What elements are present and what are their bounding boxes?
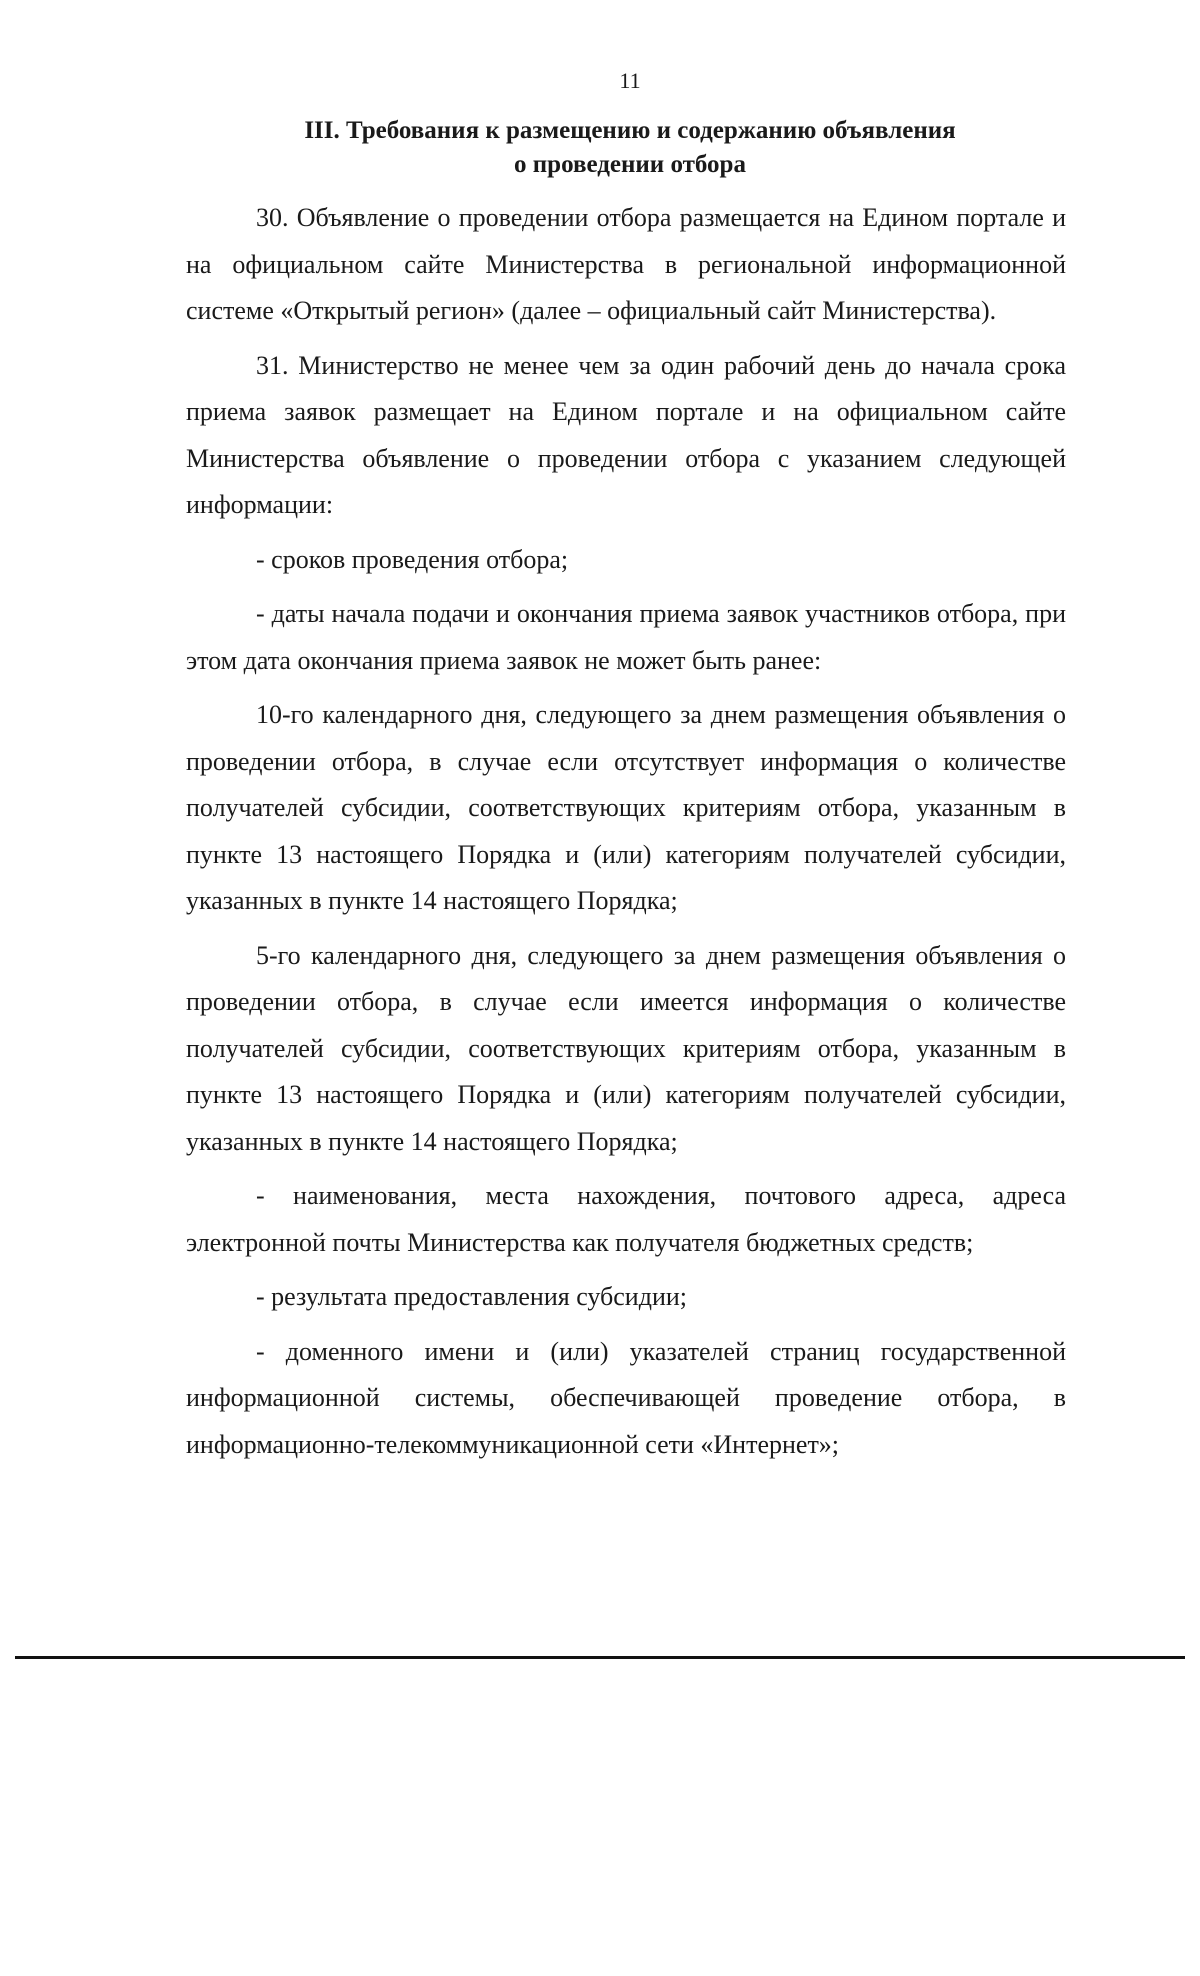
bottom-divider <box>15 1656 1185 1659</box>
section-heading <box>180 114 1080 182</box>
list-item-subsidy-result: - результата предоставления субсидии; <box>256 1282 688 1311</box>
sub-item-5th-day: 5-го календарного дня, следующего за днем размещения объявления о проведении отбора, в случае если имеется информация о количестве получателей субсидии, соответствующих критериям отбора, указанным в пункте 13 настоящего Порядка и (или) категориям получателей субсидии, указанных в пункте 14 настоящего Порядка; <box>186 940 1066 1156</box>
list-item-domain-name: - доменного имени и (или) указателей страниц государственной информационной системы, обеспечивающей проведение отбора, в информационно-телекоммуникационной сети «Интернет»; <box>186 1336 1066 1459</box>
document-body <box>186 195 1066 1476</box>
paragraph-31: 31. Министерство не менее чем за один рабочий день до начала срока приема заявок размещает на Едином портале и на официальном сайте Министерства объявление о проведении отбора с указанием следующей информации: <box>186 350 1066 519</box>
section-heading-line-1: III. Требования к размещению и содержанию объявления <box>304 117 956 144</box>
page-number: 11 <box>619 68 641 93</box>
list-item-selection-terms: - сроков проведения отбора; <box>256 544 569 574</box>
list-item-application-dates: - даты начала подачи и окончания приема заявок участников отбора, при этом дата окончания приема заявок не может быть ранее: <box>186 599 1066 675</box>
sub-item-10th-day: 10-го календарного дня, следующего за днем размещения объявления о проведении отбора, в случае если отсутствует информация о количестве получателей субсидии, соответствующих критериям отбора, указанным в пункте 13 настоящего Порядка и (или) категориям получателей субсидии, указанных в пункте 14 настоящего Порядка; <box>186 700 1066 915</box>
list-item-ministry-contacts: - наименования, места нахождения, почтового адреса, адреса электронной почты Министерства как получателя бюджетных средств; <box>186 1181 1066 1257</box>
paragraph-30: 30. Объявление о проведении отбора размещается на Едином портале и на официальном сайте Министерства в региональной информационной системе «Открытый регион» (далее – официальный сайт Министерства). <box>186 203 1066 325</box>
section-heading-line-2: о проведении отбора <box>514 151 746 178</box>
